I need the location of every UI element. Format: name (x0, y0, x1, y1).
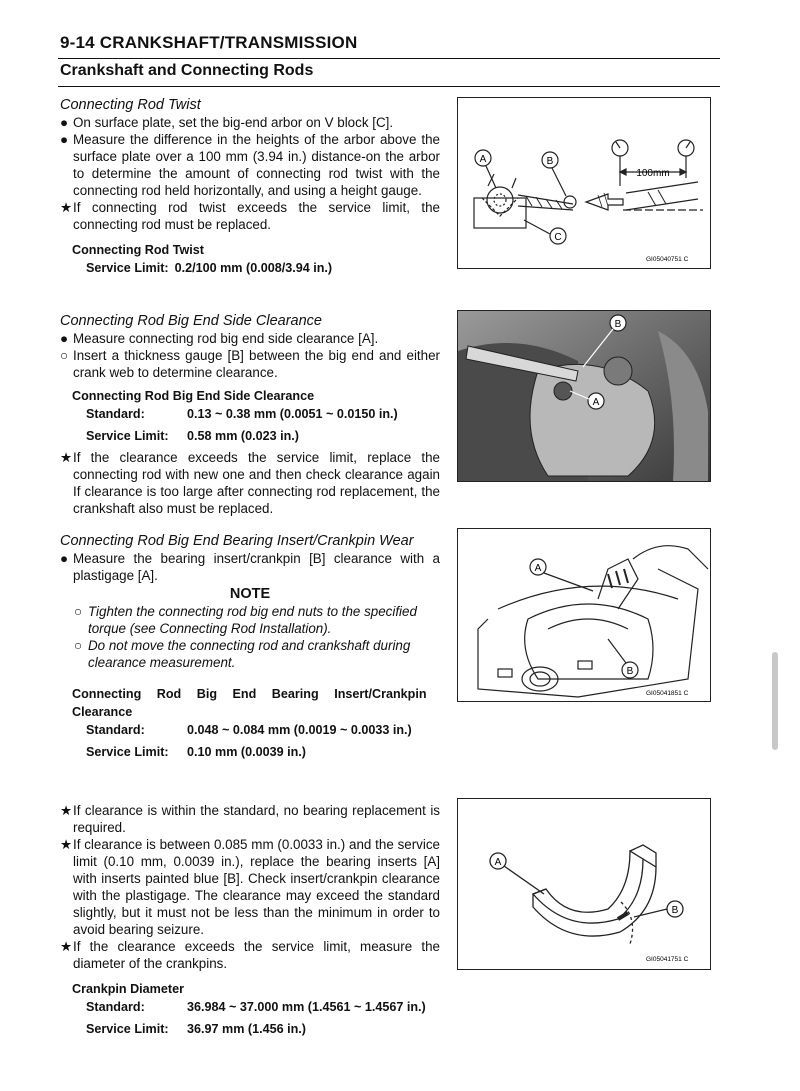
twist-diagram (458, 98, 710, 268)
callout-b: B (614, 319, 622, 330)
bigend-section (60, 312, 440, 517)
bigend-bullet-3: ★ If the clearance exceeds the service limit, replace the connecting rod with new one and then check clearance again If clearance is too large after connecting rod replacement, the crankshaft also must be replaced. (60, 450, 440, 516)
spec-standard: Standard: 36.984 ~ 37.000 mm (1.4561 ~ 1.4567 in.) (86, 1000, 426, 1014)
bearing-insert-diagram (458, 799, 710, 969)
dimension-label: 100mm (636, 168, 670, 179)
clearance-bullet-3: ★ If the clearance exceeds the service limit, measure the diameter of the crankpins. (60, 939, 440, 971)
note-heading: NOTE (229, 586, 271, 602)
spec-title: Crankpin Diameter (72, 982, 184, 996)
twist-bullet-3: ★ If connecting rod twist exceeds the service limit, the connecting rod must be replaced. (60, 200, 440, 232)
star-icon: ★ (60, 939, 73, 954)
note-item-2: ○ Do not move the connecting rod and crankshaft during clearance measurement. (74, 638, 411, 670)
star-icon: ★ (60, 450, 73, 465)
bearing-bullet-1: ● Measure the bearing insert/crankpin [B] clearance with a plastigage [A]. (60, 551, 440, 583)
figure-code: GI05041751 C (646, 956, 689, 963)
spec-standard: Standard: 0.13 ~ 0.38 mm (0.0051 ~ 0.0150 in.) (86, 407, 398, 421)
callout-b: B (626, 666, 634, 677)
scrollbar-thumb[interactable] (772, 652, 778, 750)
callout-c: C (554, 232, 562, 243)
callout-a: A (592, 397, 600, 408)
section-title: Crankshaft and Connecting Rods (60, 62, 314, 79)
twist-spec (60, 241, 440, 277)
circle-icon: ○ (74, 638, 83, 653)
bigend-spec (60, 387, 440, 445)
twist-bullet-2: ● Measure the difference in the heights of the arbor above the surface plate over a 100 mm (3.94 in.) distance-on the arbor to determine the amount of connecting rod twist with the connecting rod held horizontally, and using a height gauge. (60, 132, 440, 198)
callout-b: B (671, 905, 679, 916)
section-rule (58, 86, 720, 87)
spec-service-limit: Service Limit: 36.97 mm (1.456 in.) (86, 1022, 307, 1036)
spec-service-limit: Service Limit: 0.10 mm (0.0039 in.) (86, 745, 307, 759)
photo-illustration (458, 311, 710, 481)
figure-code: GI05041851 C (646, 690, 689, 697)
spec-service-limit: Service Limit: 0.58 mm (0.023 in.) (86, 429, 299, 443)
bullet-icon: ● (60, 115, 69, 130)
figure-bearing-insert (457, 798, 711, 970)
figure-side-clearance-photo (457, 310, 711, 482)
bullet-icon: ● (60, 331, 69, 346)
star-icon: ★ (60, 200, 73, 215)
twist-title: Connecting Rod Twist (60, 97, 201, 113)
header-rule (58, 58, 720, 59)
circle-icon: ○ (74, 604, 83, 619)
note-item-1: ○ Tighten the connecting rod big end nuts to the specified torque (see Connecting Rod Installation). (74, 604, 417, 636)
figure-code: GI05040751 C (646, 256, 689, 263)
bigend-bullet-2: ○ Insert a thickness gauge [B] between the big end and either crank web to determine clearance. (60, 348, 440, 380)
spec-title: Connecting Rod Twist (72, 243, 204, 257)
bullet-icon: ● (60, 551, 69, 566)
bigend-bullet-1: ● Measure connecting rod big end side clearance [A]. (60, 331, 379, 346)
circle-icon: ○ (60, 348, 69, 363)
figure-connecting-rod-twist (457, 97, 711, 269)
plastigage-diagram (458, 529, 710, 701)
clearance-bullet-1: ★ If clearance is within the standard, no bearing replacement is required. (60, 803, 440, 835)
callout-a: A (479, 154, 487, 165)
twist-section (60, 96, 440, 277)
spec-service-limit: Service Limit: 0.2/100 mm (0.008/3.94 in.) (86, 261, 333, 275)
clearance-bullet-2: ★ If clearance is between 0.085 mm (0.0033 in.) and the service limit (0.10 mm, 0.0039 in.), replace the bearing inserts [A] with inserts painted blue [B]. Check insert/crankpin clearance with the plastigage. The clearance may exceed the standard slightly, but it must not be less than the minimum in order to avoid bearing seizure. (60, 837, 440, 937)
bearing-spec (60, 685, 440, 761)
bearing-title: Connecting Rod Big End Bearing Insert/Crankpin Wear (60, 533, 414, 549)
star-icon: ★ (60, 803, 73, 818)
bearing-section (60, 532, 440, 761)
crankpin-spec (60, 980, 440, 1038)
spec-title: Connecting Rod Big End Side Clearance (72, 389, 315, 403)
page-header-title: 9-14 CRANKSHAFT/TRANSMISSION (60, 33, 358, 52)
callout-a: A (494, 857, 502, 868)
clearance-section (60, 802, 440, 1038)
spec-standard: Standard: 0.048 ~ 0.084 mm (0.0019 ~ 0.0033 in.) (86, 723, 412, 737)
star-icon: ★ (60, 837, 73, 852)
callout-a: A (534, 563, 542, 574)
spec-title: Connecting Rod Big End Bearing Insert/Crankpin Clearance (72, 687, 427, 719)
bigend-title: Connecting Rod Big End Side Clearance (60, 313, 322, 329)
twist-bullet-1: ● On surface plate, set the big-end arbor on V block [C]. (60, 115, 394, 130)
figure-plastigage (457, 528, 711, 702)
callout-b: B (546, 156, 554, 167)
bullet-icon: ● (60, 132, 69, 147)
